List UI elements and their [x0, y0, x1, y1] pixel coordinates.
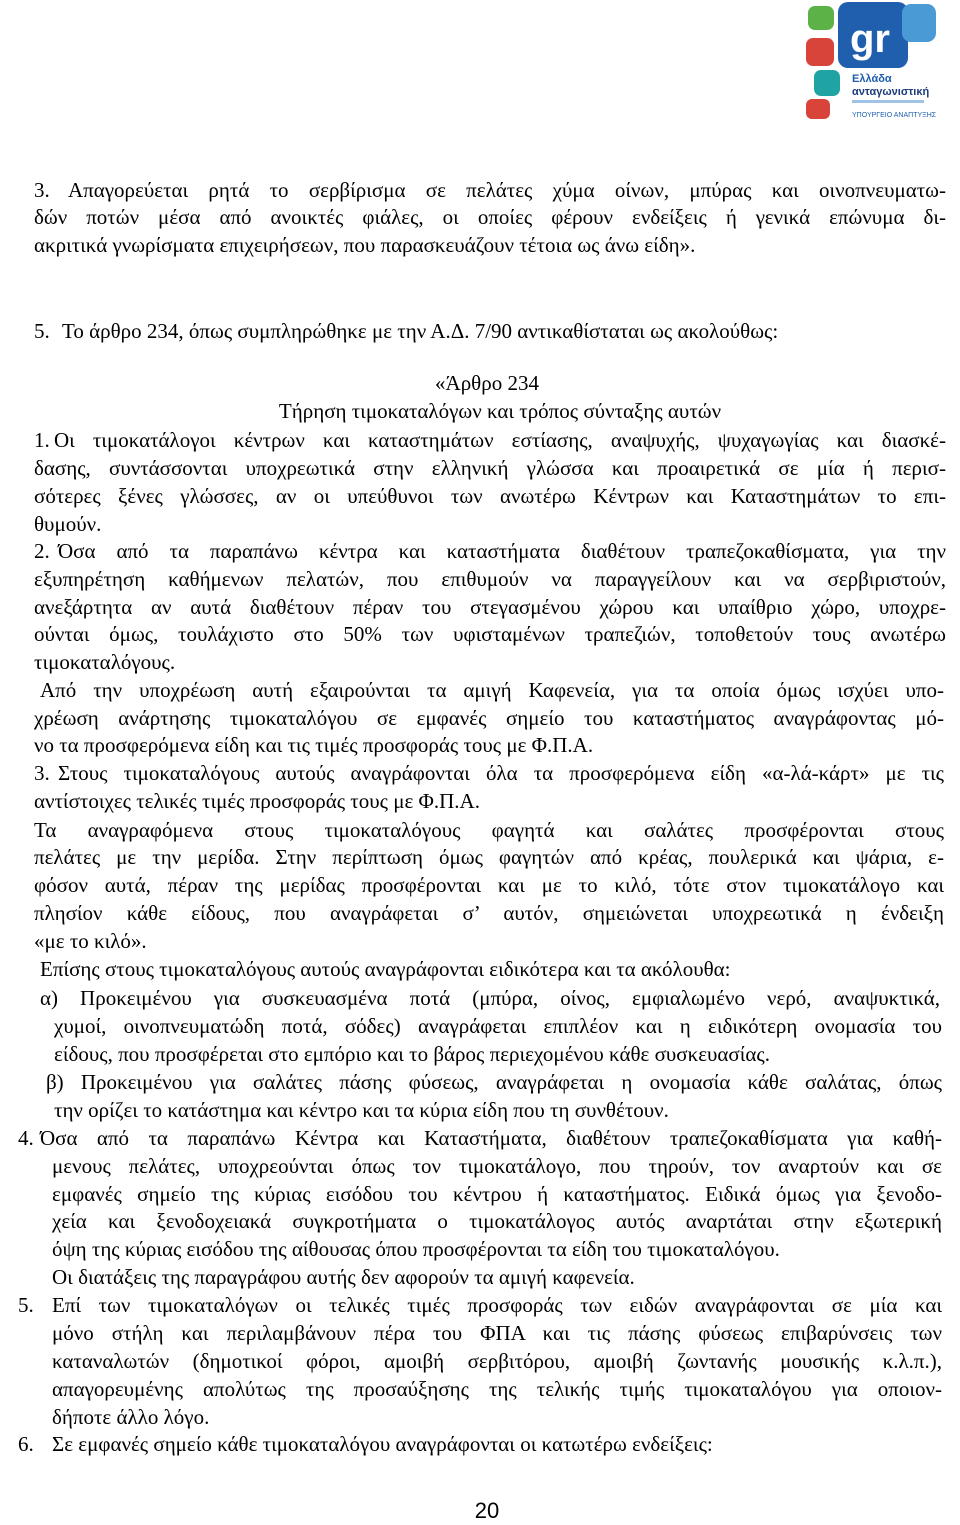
logo-ministry: ΥΠΟΥΡΓΕΙΟ ΑΝΑΠΤΥΞΗΣ	[852, 112, 937, 119]
text-line: χρέωση ανάρτησης τιμοκαταλόγου σε εμφανές σημείο του καταστήματος αναγράφοντας μό-	[34, 706, 944, 730]
text-line: δασης, συντάσσονται υποχρεωτικά στην ελληνική γλώσσα και προαιρετικά σε μία ή περισ-	[34, 456, 946, 480]
text-line: μενους πελάτες, υποχρεούνται όπως τον τιμοκατάλογο, που τηρούν, τον αναρτούν και σε	[52, 1154, 942, 1178]
paragraph-number: 6.	[18, 1432, 34, 1456]
paragraph-number: 5.	[18, 1293, 34, 1317]
logo-graphic	[798, 0, 960, 125]
text-line: ούνται όμως, τουλάχιστο στο 50% των υφισταμένων τραπεζιών, τοποθετούν τους ανωτέρω	[34, 622, 946, 646]
text-line: Τα αναγραφόμενα στους τιμοκαταλόγους φαγητά και σαλάτες προσφέρονται στους	[34, 818, 944, 842]
text-line: Όσα από τα παραπάνω Κέντρα και Καταστήματα, διαθέτουν τραπεζοκαθίσματα για καθή-	[40, 1126, 942, 1150]
text-line: νο τα προσφερόμενα είδη και τις τιμές προσφοράς τους με Φ.Π.Α.	[34, 733, 594, 757]
page-number: 20	[474, 1498, 500, 1523]
text-line: μόνο στήλη και περιλαμβάνουν πέρα του ΦΠΑ και τις πάσης φύσεως επιβαρύνσεις των	[52, 1321, 942, 1345]
text-line: τιμοκαταλόγους.	[34, 650, 176, 674]
text-line: «με το κιλό».	[34, 929, 147, 953]
text-line: απαγορευμένης απολύτως της προσαύξησης της τελικής τιμής τιμοκαταλόγου για οποιον-	[52, 1377, 942, 1401]
text-line: φόσον αυτά, πέραν της μερίδας προσφέρονται και με το κιλό, τότε στον τιμοκατάλογο και	[34, 873, 944, 897]
text-line: δήποτε άλλο λόγο.	[52, 1405, 210, 1429]
logo-title: Ελλάδα	[852, 73, 892, 85]
paragraph-number: 1.	[34, 428, 50, 452]
text-line: χεία και ξενοδοχειακά συγκροτήματα ο τιμοκατάλογος αυτός αναρτάται στην εξωτερική	[52, 1209, 942, 1233]
text-line: εμφανές σημείο της κύριας εισόδου του κέντρου ή καταστήματος. Ειδικά όμως για ξενοδο-	[52, 1182, 942, 1206]
text-line: είδους, που προσφέρεται στο εμπόριο και το βάρος περιεχομένου κάθε συσκευασίας.	[54, 1042, 770, 1066]
logo-green-piece	[808, 6, 834, 30]
text-line: Οι διατάξεις της παραγράφου αυτής δεν αφορούν τα αμιγή καφενεία.	[52, 1265, 635, 1289]
text-line: χυμοί, οινοπνευματώδη ποτά, σόδες) αναγράφεται επιπλέον και η ειδικότερη ονομασία του	[54, 1014, 942, 1038]
text-line: ακριτικά γνωρίσματα επιχειρήσεων, που παρασκευάζουν τέτοια ως άνω είδη».	[34, 233, 696, 257]
text-line: Σε εμφανές σημείο κάθε τιμοκαταλόγου αναγράφονται οι κατωτέρω ενδείξεις:	[52, 1432, 713, 1456]
text-line: πελάτες με την μερίδα. Στην περίπτωση όμως φαγητών από κρέας, πουλερικά και ψάρια, ε-	[34, 845, 944, 869]
text-line: Επίσης στους τιμοκαταλόγους αυτούς αναγράφονται ειδικότερα και τα ακόλουθα:	[40, 957, 731, 981]
logo-mark: gr	[850, 17, 890, 61]
logo-teal-piece	[814, 70, 840, 96]
logo-light-blue-piece	[902, 4, 936, 42]
text-line: Επί των τιμοκαταλόγων οι τελικές τιμές προσφοράς των ειδών αναγράφονται σε μία και	[52, 1293, 942, 1317]
text-line: πλησίον κάθε είδους, που αναγράφεται σ’ αυτόν, σημειώνεται υποχρεωτικά η ένδειξη	[34, 901, 944, 925]
text-line: Το άρθρο 234, όπως συμπληρώθηκε με την Α.Δ. 7/90 αντικαθίσταται ως ακολούθως:	[62, 319, 779, 343]
text-line: Από την υποχρέωση αυτή εξαιρούνται τα αμιγή Καφενεία, για τα οποία όμως ισχύει υπο-	[40, 678, 944, 702]
text-line: Όσα από τα παραπάνω κέντρα και καταστήματα διαθέτουν τραπεζοκαθίσματα, για την	[58, 539, 946, 563]
text-line: Στους τιμοκαταλόγους αυτούς αναγράφονται όλα τα προσφερόμενα είδη «α-λά-κάρτ» με τις	[58, 761, 944, 785]
logo-divider	[852, 100, 924, 103]
logo-red-piece	[806, 38, 834, 66]
text-line: την ορίζει το κατάστημα και κέντρο και τα κύρια είδη που τη συνθέτουν.	[54, 1098, 669, 1122]
program-logo	[798, 0, 960, 125]
text-line: εξυπηρέτηση καθήμενων πελατών, που επιθυμούν να παραγγείλουν και να σερβιριστούν,	[34, 567, 946, 591]
logo-red-piece-small	[806, 99, 830, 119]
article-title: «Άρθρο 234	[435, 371, 539, 395]
item-number: 3.	[34, 178, 50, 202]
text-line: Απαγορεύεται ρητά το σερβίρισμα σε πελάτες χύμα οίνων, μπύρας και οινοπνευματω-	[68, 178, 946, 202]
text-line: ανεξάρτητα αν αυτά διαθέτουν πέραν του στεγασμένου χώρου και υπαίθριο χώρο, υποχρε-	[34, 595, 946, 619]
text-line: αντίστοιχες τελικές τιμές προσφοράς τους με Φ.Π.Α.	[34, 789, 480, 813]
list-item-b: β) Προκειμένου για σαλάτες πάσης φύσεως, αναγράφεται η ονομασία κάθε σαλάτας, όπως	[46, 1070, 942, 1094]
paragraph-number: 3.	[34, 761, 50, 785]
logo-subtitle: ανταγωνιστική	[852, 86, 930, 98]
text-line: Οι τιμοκατάλογοι κέντρων και καταστημάτων εστίασης, αναψυχής, ψυχαγωγίας και διασκέ-	[54, 428, 946, 452]
text-line: όψη της κύριας εισόδου της αίθουσας όπου προσφέρονται τα είδη του τιμοκαταλόγου.	[52, 1237, 780, 1261]
text-line: δών ποτών μέσα από ανοικτές φιάλες, οι οποίες φέρουν ενδείξεις ή γενικά επώνυμα δι-	[34, 205, 946, 229]
text-line: θυμούν.	[34, 512, 102, 536]
article-subtitle: Τήρηση τιμοκαταλόγων και τρόπος σύνταξης αυτών	[278, 399, 722, 423]
list-item-a: α) Προκειμένου για συσκευασμένα ποτά (μπύρα, οίνος, εμφιαλωμένο νερό, αναψυκτικά,	[40, 986, 940, 1010]
text-line: σότερες ξένες γλώσσες, αν οι υπεύθυνοι των ανωτέρω Κέντρων και Καταστημάτων το επι-	[34, 484, 946, 508]
paragraph-number: 2.	[34, 539, 50, 563]
text-line: καταναλωτών (δημοτικοί φόροι, αμοιβή σερβιτόρου, αμοιβή ζωντανής μουσικής κ.λ.π.),	[52, 1349, 942, 1373]
paragraph-number: 4.	[18, 1126, 34, 1150]
item-number: 5.	[34, 319, 50, 343]
